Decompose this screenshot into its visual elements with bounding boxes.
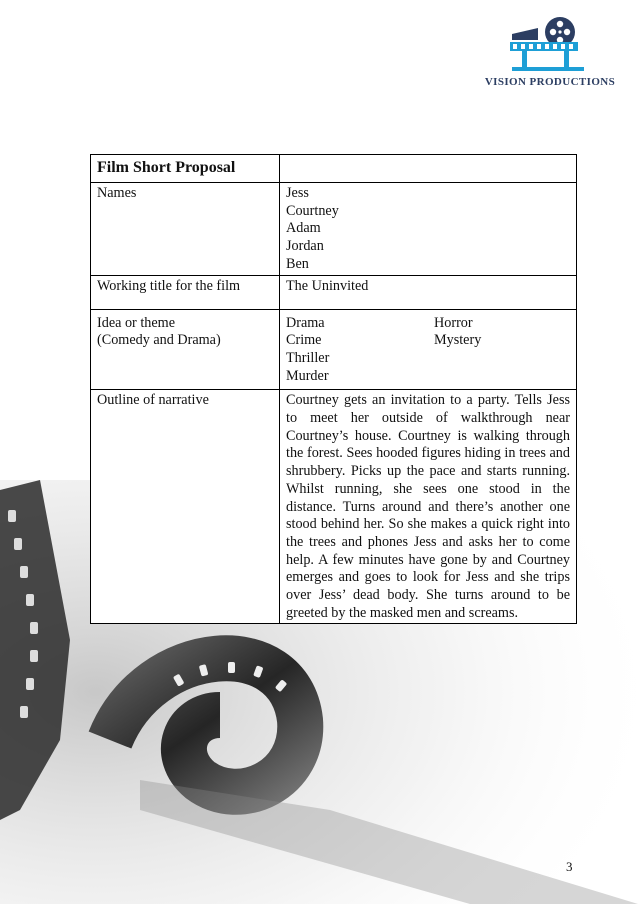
theme-item: Thriller bbox=[286, 349, 330, 366]
film-reel-clapper-icon bbox=[508, 14, 592, 74]
theme-item: Murder bbox=[286, 367, 329, 384]
table-row bbox=[91, 275, 577, 309]
theme-label-line: Idea or theme bbox=[97, 314, 175, 331]
working-title-label: Working title for the film bbox=[91, 275, 280, 309]
theme-label bbox=[91, 309, 280, 390]
names-value bbox=[280, 183, 577, 276]
narrative-value: Courtney gets an invitation to a party. Tells Jess to meet her outside of walkthrough near Courtney’s house. Courtney is walking through the forest. Sees hooded figures hiding in trees and shrubbery. Picks up the pace and starts running. Whilst running, she sees one stood in the distance. Turns around and there’s another one stood behind her. So she makes a quick right into the trees and phones Jess and asks her to come help. A few minutes have gone by and Courtney emerges and goes to look for Jess and she trips over Jess’ dead body. She turns around to be greeted by the masked men and screams. bbox=[280, 390, 577, 624]
name-item: Adam bbox=[286, 220, 321, 237]
name-item: Courtney bbox=[286, 202, 339, 219]
page-number: 3 bbox=[566, 859, 573, 874]
theme-item: Drama bbox=[286, 314, 325, 331]
narrative-label: Outline of narrative bbox=[91, 390, 280, 624]
theme-value bbox=[280, 309, 577, 390]
table-row bbox=[91, 183, 577, 276]
company-logo bbox=[470, 14, 630, 94]
working-title-value: The Uninvited bbox=[280, 275, 577, 309]
name-item: Jess bbox=[286, 185, 309, 201]
name-item: Ben bbox=[286, 255, 309, 272]
theme-item: Mystery bbox=[434, 332, 482, 349]
names-label: Names bbox=[91, 183, 280, 276]
name-item: Jordan bbox=[286, 238, 324, 255]
title-empty-cell bbox=[280, 155, 577, 183]
proposal-table bbox=[90, 154, 577, 624]
theme-item: Horror bbox=[434, 314, 473, 331]
logo-text: VISION PRODUCTIONS bbox=[484, 76, 616, 88]
table-title: Film Short Proposal bbox=[91, 155, 280, 183]
table-row bbox=[91, 155, 577, 183]
theme-label-line: (Comedy and Drama) bbox=[97, 332, 221, 349]
table-row bbox=[91, 309, 577, 390]
theme-item: Crime bbox=[286, 332, 322, 349]
table-row bbox=[91, 390, 577, 624]
